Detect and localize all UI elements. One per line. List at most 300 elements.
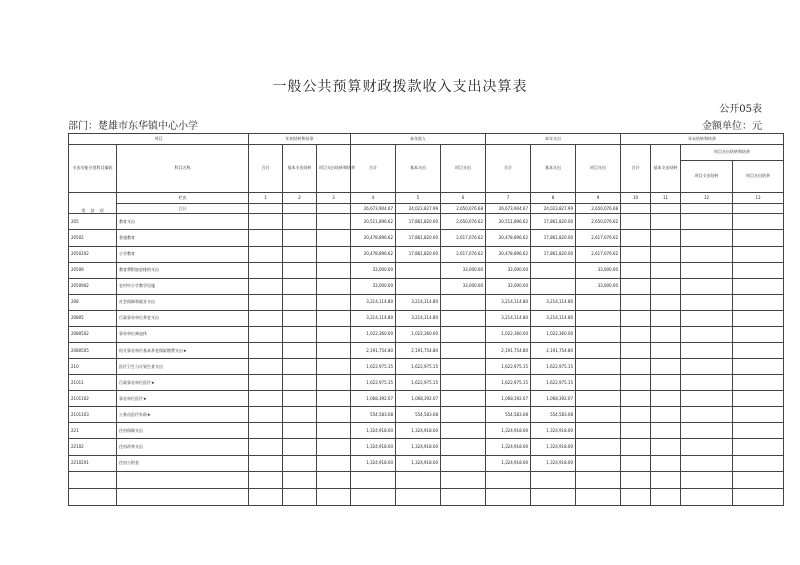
row-value bbox=[531, 262, 576, 278]
blank-cell bbox=[681, 488, 733, 505]
row-value bbox=[283, 423, 317, 439]
blank-cell bbox=[441, 488, 486, 505]
row-value: 2,191,754.80 bbox=[531, 343, 576, 359]
row-value: 554,583.08 bbox=[486, 407, 531, 423]
row-value bbox=[441, 455, 486, 471]
hdr-lei: 类 bbox=[81, 208, 86, 214]
row-value bbox=[621, 423, 651, 439]
row-value bbox=[681, 407, 733, 423]
row-value: 33,000.00 bbox=[351, 278, 396, 294]
table-row bbox=[69, 423, 784, 439]
row-value: 33,000.00 bbox=[486, 278, 531, 294]
row-value: 33,000.00 bbox=[576, 262, 621, 278]
row-value bbox=[651, 214, 681, 230]
row-value: 17,861,820.00 bbox=[531, 230, 576, 246]
row-value bbox=[249, 359, 283, 375]
row-value: 2,191,754.80 bbox=[396, 343, 441, 359]
row-value bbox=[651, 439, 681, 455]
row-value: 554,583.08 bbox=[531, 407, 576, 423]
row-subject: 住房保障支出 bbox=[117, 423, 249, 439]
col-number: 9 bbox=[576, 192, 621, 203]
row-subject: 小学教育 bbox=[117, 246, 249, 262]
row-value bbox=[249, 391, 283, 407]
row-value bbox=[283, 230, 317, 246]
total-cell: 2,650,076.68 bbox=[576, 203, 621, 214]
row-value bbox=[283, 246, 317, 262]
total-cell bbox=[733, 203, 784, 214]
row-value: 17,861,820.00 bbox=[396, 214, 441, 230]
blank-cell bbox=[681, 471, 733, 488]
hdr-expense: 本年支出 bbox=[486, 134, 621, 145]
row-value: 1,068,392.07 bbox=[396, 391, 441, 407]
row-value bbox=[441, 423, 486, 439]
row-subject: 事业单位医疗★ bbox=[117, 391, 249, 407]
row-value bbox=[249, 343, 283, 359]
blank-cell bbox=[317, 488, 351, 505]
table-row bbox=[69, 246, 784, 262]
hdr-carry-proj: 项目支出结转和结余 bbox=[317, 144, 351, 192]
hdr-expense-basic: 基本支出 bbox=[531, 144, 576, 192]
hdr-expense-total: 合计 bbox=[486, 144, 531, 192]
row-value bbox=[651, 278, 681, 294]
row-subject: 社会保障和就业支出 bbox=[117, 294, 249, 310]
row-value bbox=[249, 423, 283, 439]
row-value bbox=[733, 214, 784, 230]
blank-cell bbox=[733, 471, 784, 488]
row-value bbox=[249, 407, 283, 423]
hdr-carry: 年初结转和结余 bbox=[249, 134, 351, 145]
row-value bbox=[317, 326, 351, 342]
row-value: 1,622,975.15 bbox=[531, 375, 576, 391]
row-value bbox=[576, 407, 621, 423]
row-value: 20,511,896.62 bbox=[351, 214, 396, 230]
blank-cell bbox=[69, 488, 117, 505]
row-value bbox=[441, 359, 486, 375]
row-value bbox=[249, 326, 283, 342]
row-value: 3,214,114.80 bbox=[531, 294, 576, 310]
row-value: 17,861,820.00 bbox=[531, 214, 576, 230]
table-row bbox=[69, 262, 784, 278]
row-value: 3,214,114.80 bbox=[486, 294, 531, 310]
row-value: 3,214,114.80 bbox=[351, 310, 396, 326]
row-value: 33,000.00 bbox=[351, 262, 396, 278]
hdr-end-proj: 项目支出结转和结余 bbox=[681, 144, 784, 160]
row-value bbox=[621, 359, 651, 375]
blank-cell bbox=[441, 471, 486, 488]
blank-cell bbox=[576, 488, 621, 505]
row-value: 1,022,360.00 bbox=[531, 326, 576, 342]
blank-cell bbox=[621, 471, 651, 488]
row-value bbox=[651, 423, 681, 439]
row-value bbox=[651, 262, 681, 278]
row-value bbox=[396, 278, 441, 294]
row-subject: 事业单位离退休 bbox=[117, 326, 249, 342]
row-code: 2050902 bbox=[69, 278, 117, 294]
row-value bbox=[317, 455, 351, 471]
row-value: 1,324,918.00 bbox=[396, 455, 441, 471]
row-subject: 住房改革支出 bbox=[117, 439, 249, 455]
row-value: 33,000.00 bbox=[441, 262, 486, 278]
row-code: 20805 bbox=[69, 310, 117, 326]
total-label: 合计 bbox=[117, 203, 249, 214]
row-code: 2080505 bbox=[69, 343, 117, 359]
row-value: 1,068,392.07 bbox=[351, 391, 396, 407]
table-row bbox=[69, 278, 784, 294]
row-value bbox=[283, 294, 317, 310]
hdr-income-total: 合计 bbox=[351, 144, 396, 192]
row-value bbox=[441, 294, 486, 310]
row-value: 2,617,076.62 bbox=[441, 246, 486, 262]
hdr-kuan: 款 bbox=[90, 208, 95, 214]
row-value bbox=[249, 214, 283, 230]
row-value bbox=[733, 310, 784, 326]
row-value bbox=[681, 214, 733, 230]
blank-cell bbox=[651, 471, 681, 488]
unit-label: 金额单位：元 bbox=[702, 121, 762, 132]
table-row bbox=[69, 214, 784, 230]
table-row bbox=[69, 326, 784, 342]
row-value: 1,622,975.15 bbox=[396, 359, 441, 375]
row-value bbox=[681, 439, 733, 455]
row-value bbox=[651, 230, 681, 246]
blank-cell bbox=[249, 488, 283, 505]
row-value bbox=[621, 278, 651, 294]
blank-cell bbox=[69, 471, 117, 488]
row-value bbox=[681, 375, 733, 391]
row-value bbox=[283, 375, 317, 391]
blank-cell bbox=[317, 471, 351, 488]
row-code: 21011 bbox=[69, 375, 117, 391]
row-value bbox=[441, 326, 486, 342]
row-value bbox=[317, 359, 351, 375]
row-value: 20,478,896.62 bbox=[486, 246, 531, 262]
row-value: 1,324,918.00 bbox=[531, 439, 576, 455]
row-value: 20,478,896.62 bbox=[351, 246, 396, 262]
table-row bbox=[69, 359, 784, 375]
row-value bbox=[317, 246, 351, 262]
report-title: 一般公共预算财政拨款收入支出决算表 bbox=[272, 79, 528, 95]
row-value bbox=[651, 359, 681, 375]
row-value: 2,617,076.62 bbox=[441, 230, 486, 246]
row-value bbox=[733, 375, 784, 391]
row-value bbox=[733, 230, 784, 246]
row-value bbox=[283, 343, 317, 359]
row-value: 20,511,896.62 bbox=[486, 214, 531, 230]
row-value: 1,022,360.00 bbox=[396, 326, 441, 342]
row-value: 2,191,754.80 bbox=[486, 343, 531, 359]
row-value: 2,617,076.62 bbox=[576, 246, 621, 262]
row-value bbox=[621, 375, 651, 391]
row-value bbox=[576, 439, 621, 455]
row-value bbox=[651, 343, 681, 359]
blank-row bbox=[69, 471, 784, 488]
row-value bbox=[621, 246, 651, 262]
row-value bbox=[621, 439, 651, 455]
row-value bbox=[576, 423, 621, 439]
row-value bbox=[681, 310, 733, 326]
row-value bbox=[576, 375, 621, 391]
row-value bbox=[317, 407, 351, 423]
row-value bbox=[681, 230, 733, 246]
table-row bbox=[69, 439, 784, 455]
row-value: 1,324,918.00 bbox=[396, 439, 441, 455]
hdr-income-basic: 基本支出 bbox=[396, 144, 441, 192]
total-cell bbox=[249, 203, 283, 214]
row-value bbox=[283, 455, 317, 471]
blank-row bbox=[69, 488, 784, 505]
row-code: 205 bbox=[69, 214, 117, 230]
row-code: 20502 bbox=[69, 230, 117, 246]
table-row bbox=[69, 407, 784, 423]
row-value bbox=[249, 375, 283, 391]
row-subject: 教育支出 bbox=[117, 214, 249, 230]
row-value bbox=[576, 310, 621, 326]
row-subject: 农村中小学教学设施 bbox=[117, 278, 249, 294]
row-value bbox=[249, 246, 283, 262]
row-value bbox=[621, 326, 651, 342]
row-value bbox=[733, 278, 784, 294]
row-value: 1,068,392.07 bbox=[531, 391, 576, 407]
row-value bbox=[621, 214, 651, 230]
row-value bbox=[733, 262, 784, 278]
row-value bbox=[651, 375, 681, 391]
hdr-end-proj-carry: 项目支出结转 bbox=[681, 160, 733, 192]
hdr-income-proj: 项目支出 bbox=[441, 144, 486, 192]
hdr-lanci: 栏次 bbox=[117, 192, 249, 203]
row-value bbox=[317, 262, 351, 278]
row-value bbox=[576, 455, 621, 471]
department-label: 部门：楚雄市东华镇中心小学 bbox=[68, 121, 198, 132]
row-value: 2,650,076.62 bbox=[576, 214, 621, 230]
row-value: 20,478,896.62 bbox=[486, 230, 531, 246]
row-value: 1,622,975.15 bbox=[396, 375, 441, 391]
hdr-end: 年末结转和结余 bbox=[621, 134, 784, 145]
row-value bbox=[249, 455, 283, 471]
row-value bbox=[651, 326, 681, 342]
row-value bbox=[651, 407, 681, 423]
row-value bbox=[317, 294, 351, 310]
row-value bbox=[733, 246, 784, 262]
row-value: 3,214,114.80 bbox=[396, 310, 441, 326]
row-subject: 机关事业单位基本养老保险缴费支出★ bbox=[117, 343, 249, 359]
blank-cell bbox=[249, 471, 283, 488]
table-row bbox=[69, 455, 784, 471]
row-value: 1,324,918.00 bbox=[351, 455, 396, 471]
hdr-end-basic: 基本支出结转 bbox=[651, 144, 681, 192]
row-value bbox=[733, 359, 784, 375]
row-value bbox=[317, 391, 351, 407]
hdr-income: 本年收入 bbox=[351, 134, 486, 145]
row-value bbox=[441, 375, 486, 391]
hdr-class-codes bbox=[69, 192, 117, 213]
col-number: 11 bbox=[651, 192, 681, 203]
row-subject: 教育费附加安排的支出 bbox=[117, 262, 249, 278]
table-row bbox=[69, 230, 784, 246]
row-value bbox=[621, 230, 651, 246]
blank-cell bbox=[351, 488, 396, 505]
row-value bbox=[396, 262, 441, 278]
row-value bbox=[283, 310, 317, 326]
row-value bbox=[317, 214, 351, 230]
row-value bbox=[283, 214, 317, 230]
row-code: 2050202 bbox=[69, 246, 117, 262]
hdr-func-code: 支出功能分类科目编码 bbox=[69, 144, 117, 192]
row-subject: 行政事业单位养老支出 bbox=[117, 310, 249, 326]
col-number: 12 bbox=[681, 192, 733, 203]
row-value: 1,324,918.00 bbox=[351, 439, 396, 455]
row-value bbox=[576, 343, 621, 359]
row-code: 210 bbox=[69, 359, 117, 375]
col-number: 1 bbox=[249, 192, 283, 203]
hdr-subject: 科目名称 bbox=[117, 144, 249, 192]
row-value bbox=[681, 455, 733, 471]
row-value bbox=[283, 278, 317, 294]
report-code: 公开05表 bbox=[719, 104, 762, 115]
row-value bbox=[733, 294, 784, 310]
row-value bbox=[681, 423, 733, 439]
total-cell bbox=[621, 203, 651, 214]
row-value bbox=[441, 310, 486, 326]
hdr-end-total: 合计 bbox=[621, 144, 651, 192]
row-value bbox=[249, 310, 283, 326]
row-value: 17,861,820.00 bbox=[396, 246, 441, 262]
blank-cell bbox=[576, 471, 621, 488]
row-value: 1,022,360.00 bbox=[351, 326, 396, 342]
total-cell: 24,023,827.99 bbox=[531, 203, 576, 214]
row-value bbox=[733, 391, 784, 407]
row-value: 1,068,392.07 bbox=[486, 391, 531, 407]
row-value bbox=[283, 391, 317, 407]
row-value bbox=[283, 439, 317, 455]
total-cell bbox=[283, 203, 317, 214]
row-value bbox=[283, 359, 317, 375]
row-value: 1,324,918.00 bbox=[486, 439, 531, 455]
blank-cell bbox=[486, 488, 531, 505]
row-value bbox=[681, 391, 733, 407]
row-value bbox=[621, 310, 651, 326]
row-value bbox=[621, 262, 651, 278]
row-value bbox=[651, 294, 681, 310]
hdr-expense-proj: 项目支出 bbox=[576, 144, 621, 192]
col-number: 13 bbox=[733, 192, 784, 203]
row-value bbox=[317, 230, 351, 246]
row-value bbox=[733, 343, 784, 359]
hdr-carry-total: 合计 bbox=[249, 144, 283, 192]
row-value: 1,622,975.15 bbox=[486, 375, 531, 391]
row-value bbox=[651, 246, 681, 262]
row-value bbox=[317, 439, 351, 455]
row-code: 22102 bbox=[69, 439, 117, 455]
row-value bbox=[681, 343, 733, 359]
row-value bbox=[531, 278, 576, 294]
blank-cell bbox=[117, 488, 249, 505]
total-cell: 26,673,904.67 bbox=[351, 203, 396, 214]
hdr-project: 项目 bbox=[69, 134, 249, 145]
total-cell bbox=[317, 203, 351, 214]
col-number: 10 bbox=[621, 192, 651, 203]
blank-cell bbox=[283, 471, 317, 488]
col-number: 5 bbox=[396, 192, 441, 203]
total-cell bbox=[681, 203, 733, 214]
row-subject: 住房公积金 bbox=[117, 455, 249, 471]
row-value bbox=[621, 391, 651, 407]
blank-cell bbox=[531, 471, 576, 488]
row-value: 33,000.00 bbox=[441, 278, 486, 294]
table-row bbox=[69, 343, 784, 359]
row-code: 2101102 bbox=[69, 391, 117, 407]
col-number: 3 bbox=[317, 192, 351, 203]
row-value: 2,617,076.62 bbox=[576, 230, 621, 246]
row-code: 208 bbox=[69, 294, 117, 310]
row-value: 1,622,975.15 bbox=[531, 359, 576, 375]
hdr-end-proj-surplus: 项目支出结余 bbox=[733, 160, 784, 192]
row-value bbox=[621, 294, 651, 310]
row-value bbox=[317, 343, 351, 359]
row-value bbox=[681, 262, 733, 278]
row-value: 554,583.08 bbox=[351, 407, 396, 423]
hdr-carry-basic: 基本支出结转 bbox=[283, 144, 317, 192]
row-value: 2,650,076.62 bbox=[441, 214, 486, 230]
row-value: 17,861,820.00 bbox=[396, 230, 441, 246]
row-value: 3,214,114.80 bbox=[396, 294, 441, 310]
row-value: 1,324,918.00 bbox=[531, 455, 576, 471]
row-value bbox=[441, 343, 486, 359]
row-value: 2,191,754.80 bbox=[351, 343, 396, 359]
fiscal-table bbox=[68, 133, 770, 506]
row-value bbox=[651, 310, 681, 326]
blank-cell bbox=[351, 471, 396, 488]
blank-cell bbox=[396, 471, 441, 488]
row-value bbox=[681, 246, 733, 262]
row-value bbox=[249, 294, 283, 310]
row-subject: 行政事业单位医疗★ bbox=[117, 375, 249, 391]
row-value bbox=[283, 407, 317, 423]
row-subject: 公务员医疗补助★ bbox=[117, 407, 249, 423]
row-value bbox=[249, 439, 283, 455]
row-value bbox=[317, 375, 351, 391]
blank-cell bbox=[283, 488, 317, 505]
row-value bbox=[621, 343, 651, 359]
row-value bbox=[576, 294, 621, 310]
row-value bbox=[317, 278, 351, 294]
row-value: 1,324,918.00 bbox=[351, 423, 396, 439]
blank-cell bbox=[486, 471, 531, 488]
row-value: 1,324,918.00 bbox=[396, 423, 441, 439]
blank-cell bbox=[531, 488, 576, 505]
row-value: 33,000.00 bbox=[486, 262, 531, 278]
total-cell: 24,023,827.99 bbox=[396, 203, 441, 214]
row-subject: 普通教育 bbox=[117, 230, 249, 246]
row-value bbox=[249, 230, 283, 246]
col-number: 4 bbox=[351, 192, 396, 203]
row-value bbox=[441, 439, 486, 455]
row-value bbox=[733, 326, 784, 342]
hdr-xiang: 项 bbox=[99, 208, 104, 214]
blank-cell bbox=[621, 488, 651, 505]
row-value bbox=[621, 407, 651, 423]
row-value: 1,622,975.15 bbox=[486, 359, 531, 375]
row-value bbox=[283, 262, 317, 278]
row-value: 3,214,114.80 bbox=[351, 294, 396, 310]
row-value bbox=[681, 326, 733, 342]
col-number: 8 bbox=[531, 192, 576, 203]
row-value: 3,214,114.80 bbox=[531, 310, 576, 326]
row-code: 2210201 bbox=[69, 455, 117, 471]
row-value: 1,022,360.00 bbox=[486, 326, 531, 342]
total-cell bbox=[651, 203, 681, 214]
row-value: 1,324,918.00 bbox=[531, 423, 576, 439]
row-value bbox=[733, 407, 784, 423]
